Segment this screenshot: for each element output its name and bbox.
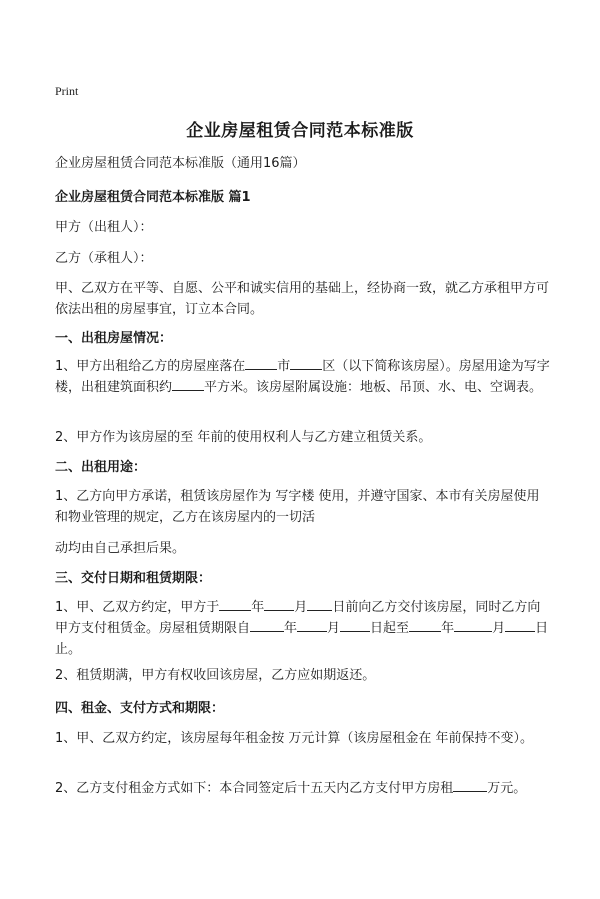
- fill-blank: [340, 618, 370, 632]
- text-segment: 月: [294, 600, 308, 615]
- fill-blank: [264, 597, 294, 611]
- document-subtitle: 企业房屋租赁合同范本标准版（通用16篇）: [55, 156, 306, 171]
- section-1-heading: 一、出租房屋情况：: [55, 331, 173, 346]
- section-4-heading: 四、租金、支付方式和期限：: [55, 701, 225, 716]
- fill-blank: [409, 618, 441, 632]
- fill-blank: [454, 618, 492, 632]
- fill-blank: [307, 597, 332, 611]
- fill-blank: [453, 778, 487, 792]
- section-1-paragraph-2: 2、甲方作为该房屋的至 年前的使用权利人与乙方建立租赁关系。: [55, 430, 432, 445]
- fill-blank: [505, 618, 535, 632]
- text-segment: 1、甲方出租给乙方的房屋座落在: [55, 359, 246, 374]
- section-3-paragraph-1: [55, 597, 550, 660]
- fill-blank: [245, 356, 277, 370]
- fill-blank: [290, 356, 322, 370]
- section-2-heading: 二、出租用途：: [55, 460, 147, 475]
- article-heading: 企业房屋租赁合同范本标准版 篇1: [55, 190, 251, 205]
- intro-paragraph: 甲、乙双方在平等、自愿、公平和诚实信用的基础上，经协商一致，就乙方承租甲方可依法出租的房屋事宜，订立本合同。: [55, 281, 550, 317]
- section-1-paragraph-1: [55, 356, 550, 398]
- document-title: 企业房屋租赁合同范本标准版: [186, 121, 414, 141]
- fill-blank: [250, 618, 284, 632]
- text-segment: 年: [441, 621, 455, 636]
- text-segment: 日起至: [370, 621, 410, 636]
- text-segment: 日止。: [55, 621, 549, 657]
- text-segment: 区（以下简称该房屋）。房屋用途为写字楼，出租建筑面积约: [55, 359, 550, 395]
- section-4-paragraph-1: 1、甲、乙双方约定，该房屋每年租金按 万元计算（该房屋租金在 年前保持不变）。: [55, 731, 534, 746]
- text-segment: 万元。: [487, 781, 527, 796]
- section-2-paragraph-1-continued: 动均由自己承担后果。: [55, 541, 186, 556]
- party-b-line: 乙方（承租人）：: [55, 251, 153, 266]
- text-segment: 市: [277, 359, 291, 374]
- text-segment: 年: [284, 621, 298, 636]
- text-segment: 日前向乙方交付该房屋，同时乙方向甲方支付租赁金。房屋租赁期限自: [55, 600, 541, 636]
- section-3-paragraph-2: 2、租赁期满，甲方有权收回该房屋，乙方应如期返还。: [55, 668, 376, 683]
- text-segment: 月: [492, 621, 506, 636]
- party-a-line: 甲方（出租人）：: [55, 220, 153, 235]
- fill-blank: [219, 597, 251, 611]
- text-segment: 年: [251, 600, 265, 615]
- fill-blank: [297, 618, 327, 632]
- section-2-paragraph-1: 1、乙方向甲方承诺，租赁该房屋作为 写字楼 使用，并遵守国家、本市有关房屋使用和物业管理的规定，乙方在该房屋内的一切活: [55, 489, 540, 525]
- section-3-heading: 三、交付日期和租赁期限：: [55, 571, 212, 586]
- text-segment: 平方米。该房屋附属设施：地板、吊顶、水、电、空调表。: [204, 380, 543, 395]
- fill-blank: [172, 377, 204, 391]
- section-4-paragraph-2: [55, 778, 550, 799]
- text-segment: 2、乙方支付租金方式如下：本合同签定后十五天内乙方支付甲方房租: [55, 781, 454, 796]
- text-segment: 月: [327, 621, 341, 636]
- print-label[interactable]: Print: [55, 84, 79, 98]
- text-segment: 1、甲、乙双方约定，甲方于: [55, 600, 220, 615]
